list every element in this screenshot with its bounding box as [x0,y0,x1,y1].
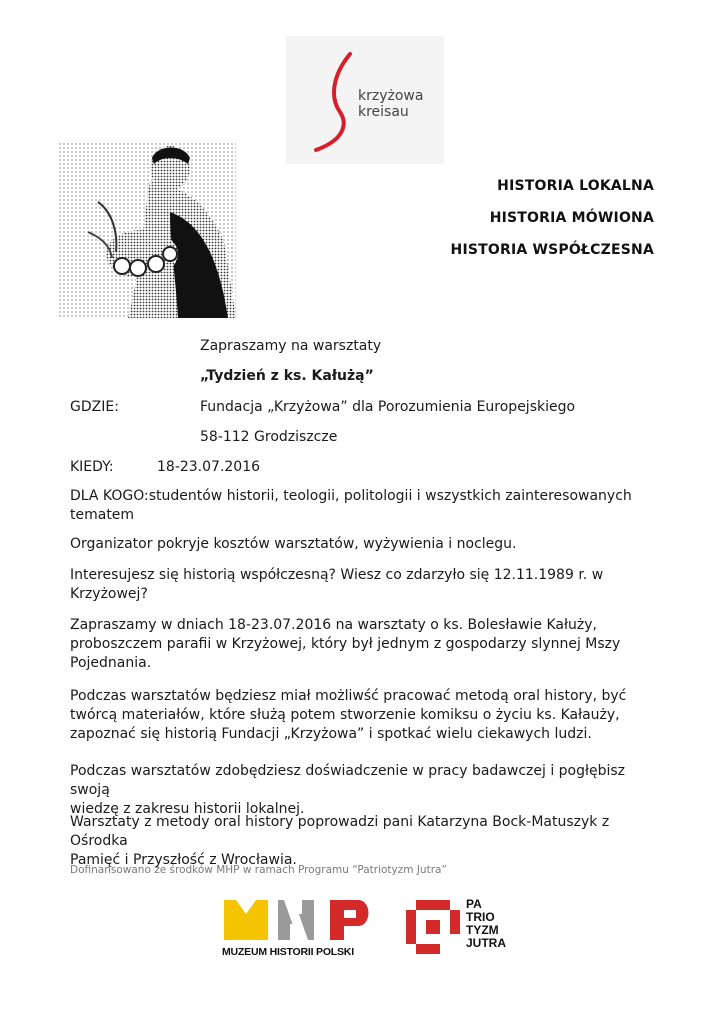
for-whom-text: studentów historii, teologii, politologii i wszystkich zainteresowanych [148,488,632,504]
paragraph-line: Organizator pokryje kosztów warsztatów, wyżywienia i noclegu. [70,536,517,552]
for-whom [70,487,660,525]
paragraph-invitation-dates [70,616,660,673]
mhp-mark-icon [222,896,378,942]
when-value: 18-23.07.2016 [157,459,261,475]
patriotyzm-jutra-logo [406,898,516,962]
pt-line: JUTRA [466,936,507,950]
paragraph-line: Interesujesz się historią współczesną? Wiesz co zdarzyło się 12.11.1989 r. w [70,567,604,583]
workshop-title: „Tydzień z ks. Kałużą” [200,368,374,384]
for-whom-text-2: tematem [70,507,135,523]
krzyzowa-logo [286,36,444,164]
where-label: GDZIE: [70,399,119,415]
paragraph-line: twórcą materiałów, które służą potem stworzenie komiksu o życiu ks. Kałauży, [70,707,620,723]
paragraph-question [70,566,660,604]
pt-line: PA [466,897,482,911]
where-line-2: 58-112 Grodziszcze [200,429,338,445]
muzeum-historii-polski-logo [222,896,378,960]
funding-note: Dofinansowano ze środków MHP w ramach Programu “Patriotyzm Jutra” [70,864,447,876]
for-whom-label: DLA KOGO: [70,488,149,504]
paragraph-line: proboszczem parafii w Krzyżowej, który był jednym z gospodarzy slynnej Mszy [70,636,621,652]
paragraph-line: zapoznać się historią Fundacji „Krzyżowa” i spotkać wielu ciekawych ludzi. [70,726,592,742]
paragraph-instructor [70,813,660,870]
portrait-photo [58,142,236,318]
paragraph-line: Pojednania. [70,655,152,671]
paragraph-line: Pamięć i Przyszłość z Wrocławia. [70,852,297,868]
pt-line: TYZM [466,923,499,937]
paragraph-experience [70,762,660,819]
paragraph-line: Warsztaty z metody oral history poprowadzi pani Katarzyna Bock-Matuszyk z Ośrodka [70,814,610,849]
patriotyzm-mark-icon [406,900,460,954]
paragraph-workshop-activities [70,687,660,744]
heading-local-history: HISTORIA LOKALNA [497,178,654,194]
where-line-1: Fundacja „Krzyżowa” dla Porozumienia Europejskiego [200,399,576,415]
invite-intro: Zapraszamy na warsztaty [200,338,382,354]
mhp-name: MUZEUM HISTORII POLSKI [222,946,354,958]
patriotyzm-wordmark [466,898,506,950]
paragraph-line: wiedzę z zakresu historii lokalnej. [70,801,305,817]
paragraph-costs [70,535,660,554]
paragraph-line: Podczas warsztatów będziesz miał możliwść pracować metodą oral history, być [70,688,627,704]
logo-line-2: kreisau [358,104,409,120]
paragraph-line: Podczas warsztatów zdobędziesz doświadczenie w pracy badawczej i pogłębisz swoją [70,763,626,798]
paragraph-line: Zapraszamy w dniach 18-23.07.2016 na warsztaty o ks. Bolesławie Kałuży, [70,617,597,633]
heading-contemporary-history: HISTORIA WSPÓŁCZESNA [450,242,654,258]
pt-line: TRIO [466,910,495,924]
logo-line-1: krzyżowa [358,88,424,104]
when-label: KIEDY: [70,459,114,475]
heading-oral-history: HISTORIA MÓWIONA [489,210,654,226]
paragraph-line: Krzyżowej? [70,586,148,602]
